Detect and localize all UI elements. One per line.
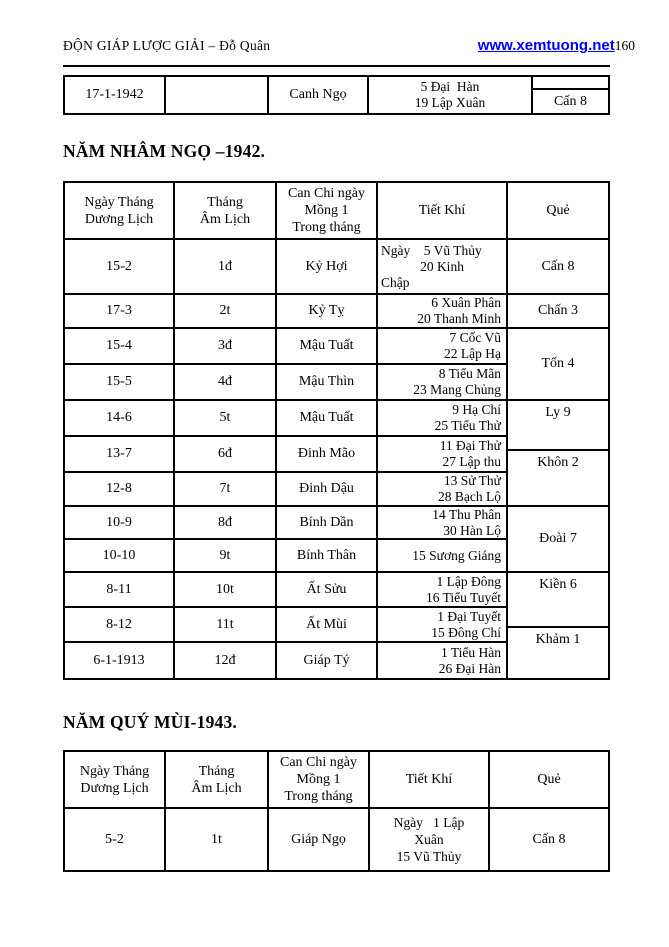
duong-lich-cell: 17-1-1942 [65, 77, 166, 113]
tiet-khi-cell [378, 240, 508, 295]
header-line: Trong tháng [284, 789, 353, 804]
tiet-khi-cell [378, 608, 508, 643]
que-cell [533, 77, 608, 113]
header-line: Ngày Tháng [79, 763, 150, 779]
header-right [478, 37, 635, 55]
am-lich-cell: 8đ [175, 507, 277, 540]
top-table [63, 75, 610, 115]
am-lich-cell: 10t [175, 573, 277, 608]
can-chi-cell: Ất Mùi [277, 608, 378, 643]
tiet-khi-line: 13 Sử Thử [443, 473, 501, 488]
duong-lich-cell: 15-2 [65, 240, 175, 295]
que-cell: Ly 9 [508, 401, 608, 451]
header-line: Mồng 1 [296, 772, 341, 787]
can-chi-cell: Bính Thân [277, 540, 378, 573]
tiet-khi-line: 25 Tiểu Thử [434, 418, 501, 433]
duong-lich-cell: 14-6 [65, 401, 175, 437]
que-cell: Khôn 2 [508, 451, 608, 507]
tiet-khi-line: 27 Lập thu [442, 454, 501, 469]
duong-lich-cell: 6-1-1913 [65, 643, 175, 678]
tiet-khi-line: 1 Lập Đông [436, 573, 501, 589]
header-line: Âm Lịch [191, 780, 242, 796]
header-line: Dương Lịch [84, 211, 154, 227]
tiet-khi-line: 7 Cốc Vũ [449, 330, 501, 345]
can-chi-cell: Mậu Thìn [277, 365, 378, 401]
duong-lich-cell: 8-11 [65, 573, 175, 608]
column-header-am-lich [175, 183, 277, 240]
tiet-khi-line: 19 Lập Xuân [414, 95, 486, 110]
can-chi-cell: Giáp Ngọ [269, 809, 370, 870]
header-line: Mồng 1 [304, 203, 349, 218]
can-chi-cell: Mậu Tuất [277, 329, 378, 365]
column-header-duong-lich [65, 752, 166, 809]
tiet-khi-line: 16 Tiểu Tuyết [425, 589, 501, 605]
tiet-khi-cell [378, 295, 508, 329]
tiet-khi-line: 6 Xuân Phân [431, 295, 501, 310]
tiet-khi-line: 5 Đại Hàn [420, 79, 480, 94]
header-line: Tháng [198, 763, 235, 779]
can-chi-cell: Đinh Mão [277, 437, 378, 473]
header-line: Can Chi ngày [280, 755, 357, 770]
que-column [490, 752, 608, 870]
table-1943 [63, 750, 610, 872]
que-empty-subcell [533, 77, 608, 90]
tiet-khi-cell [378, 365, 508, 401]
table-1942-main-columns [65, 183, 508, 678]
site-link[interactable]: www.xemtuong.net [477, 37, 615, 54]
table-1942 [63, 181, 610, 680]
tiet-khi-line: Ngày 5 Vũ Thủy [381, 242, 482, 258]
tiet-khi-line: 20 Kinh [420, 258, 464, 274]
column-header-tiet-khi [378, 183, 508, 240]
tiet-khi-line: Ngày 1 Lập [393, 815, 465, 830]
tiet-khi-cell [378, 643, 508, 678]
header-line: Tiết Khí [405, 772, 453, 787]
duong-lich-cell: 5-2 [65, 809, 166, 870]
document-title: ĐỘN GIÁP LƯỢC GIẢI – Đỗ Quân [63, 38, 271, 53]
am-lich-cell: 12đ [175, 643, 277, 678]
header-rule [63, 65, 610, 67]
que-cell: Cấn 8 [532, 831, 566, 847]
can-chi-cell: Mậu Tuất [277, 401, 378, 437]
am-lich-cell: 6đ [175, 437, 277, 473]
header-line: Âm Lịch [199, 211, 251, 227]
am-lich-cell: 1t [166, 809, 269, 870]
duong-lich-cell: 15-4 [65, 329, 175, 365]
am-lich-cell: 5t [175, 401, 277, 437]
duong-lich-cell: 8-12 [65, 608, 175, 643]
can-chi-cell: Giáp Tý [277, 643, 378, 678]
section-heading-1942: NĂM NHÂM NGỌ –1942. [63, 141, 266, 161]
header-line: Can Chi ngày [288, 186, 365, 201]
tiet-khi-line: 22 Lập Hạ [444, 346, 501, 361]
page-header [63, 0, 635, 55]
am-lich-cell [166, 77, 269, 113]
duong-lich-cell: 17-3 [65, 295, 175, 329]
tiet-khi-line: 26 Đại Hàn [438, 660, 501, 676]
tiet-khi-cell [369, 77, 533, 113]
tiet-khi-cell [378, 540, 508, 573]
que-cell: Tốn 4 [508, 329, 608, 401]
am-lich-cell: 9t [175, 540, 277, 573]
tiet-khi-line: 23 Mang Chủng [413, 382, 501, 397]
que-column [508, 183, 608, 678]
can-chi-cell: Canh Ngọ [269, 77, 369, 113]
can-chi-cell: Đinh Dậu [277, 473, 378, 507]
tiet-khi-line: 20 Thanh Minh [417, 311, 501, 326]
tiet-khi-cell [378, 437, 508, 473]
tiet-khi-cell [378, 573, 508, 608]
header-line: Tiết Khí [418, 203, 466, 218]
tiet-khi-line: 30 Hàn Lộ [443, 522, 501, 538]
duong-lich-cell: 13-7 [65, 437, 175, 473]
column-header-que: Quẻ [490, 752, 608, 809]
tiet-khi-line: Chập [381, 274, 410, 290]
duong-lich-cell: 15-5 [65, 365, 175, 401]
can-chi-cell: Kỷ Tỵ [277, 295, 378, 329]
column-header-am-lich [166, 752, 269, 809]
column-header-can-chi [277, 183, 378, 240]
tiet-khi-cell [378, 401, 508, 437]
can-chi-cell: Bính Dần [277, 507, 378, 540]
tiet-khi-cell [378, 473, 508, 507]
can-chi-cell: Ất Sửu [277, 573, 378, 608]
tiet-khi-line: 15 Đông Chí [431, 624, 501, 640]
header-line: Trong tháng [292, 220, 361, 235]
tiet-khi-line: 15 Sương Giáng [412, 547, 501, 563]
que-cell: Kiền 6 [508, 573, 608, 628]
am-lich-cell: 4đ [175, 365, 277, 401]
column-header-can-chi [269, 752, 370, 809]
tiet-khi-line: 28 Bạch Lộ [438, 489, 501, 504]
column-header-tiet-khi [370, 752, 490, 809]
tiet-khi-cell [378, 329, 508, 365]
column-header-que: Quẻ [508, 183, 608, 240]
table-1943-main-columns [65, 752, 490, 870]
duong-lich-cell: 12-8 [65, 473, 175, 507]
tiet-khi-cell [370, 809, 490, 870]
section-heading-1943: NĂM QUÝ MÙI-1943. [63, 712, 237, 732]
am-lich-cell: 3đ [175, 329, 277, 365]
tiet-khi-line: 1 Tiểu Hàn [440, 644, 501, 660]
header-line: Tháng [207, 194, 243, 210]
duong-lich-cell: 10-9 [65, 507, 175, 540]
tiet-khi-line: 8 Tiểu Mãn [438, 366, 501, 381]
am-lich-cell: 2t [175, 295, 277, 329]
tiet-khi-line: 11 Đại Thử [439, 438, 501, 453]
header-line: Dương Lịch [80, 780, 149, 796]
que-cell: Đoài 7 [508, 507, 608, 573]
page-number: 160 [614, 38, 635, 53]
tiet-khi-line: 14 Thu Phân [432, 506, 501, 522]
que-cell: Khảm 1 [535, 632, 581, 647]
am-lich-cell: 11t [175, 608, 277, 643]
am-lich-cell: 7t [175, 473, 277, 507]
tiet-khi-cell [378, 507, 508, 540]
que-cell: Cấn 8 [508, 240, 608, 295]
que-value: Cấn 8 [553, 93, 588, 109]
tiet-khi-line: 15 Vũ Thủy [396, 849, 462, 864]
header-line: Ngày Tháng [84, 194, 154, 210]
am-lich-cell: 1đ [175, 240, 277, 295]
tiet-khi-line: 1 Đại Tuyết [437, 608, 501, 624]
tiet-khi-line: 9 Hạ Chí [452, 402, 501, 417]
can-chi-cell: Kỷ Hợi [277, 240, 378, 295]
que-cell: Chấn 3 [508, 295, 608, 329]
duong-lich-cell: 10-10 [65, 540, 175, 573]
tiet-khi-line: Xuân [414, 832, 444, 847]
column-header-duong-lich [65, 183, 175, 240]
